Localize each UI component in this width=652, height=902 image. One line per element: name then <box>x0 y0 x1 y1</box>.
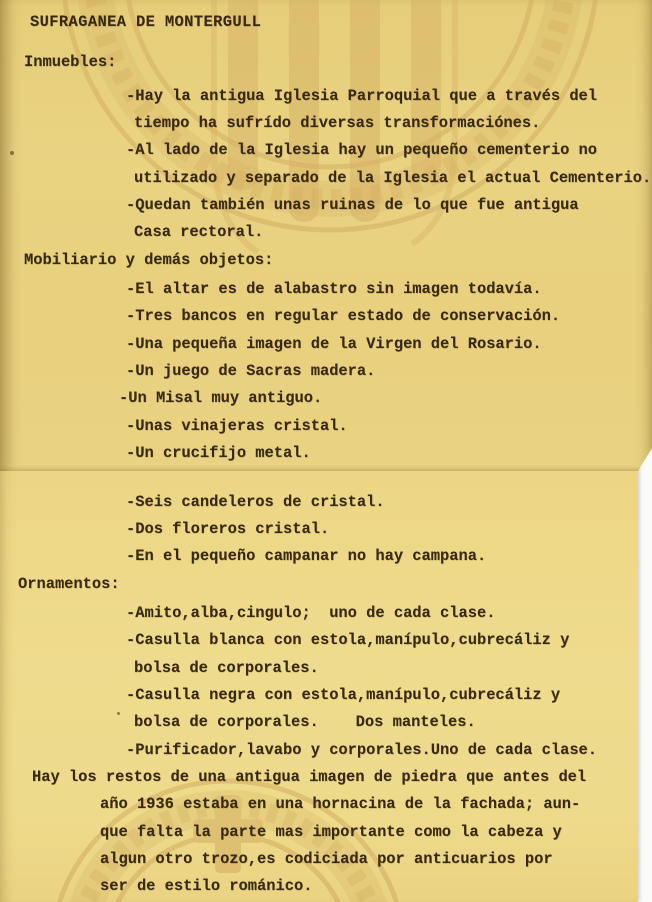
ink-speck <box>10 151 14 155</box>
text-line: bolsa de corporales. <box>134 658 319 677</box>
text-line: -Purificador,lavabo y corporales.Uno de cada clase. <box>126 740 598 759</box>
text-line: -Un juego de Sacras madera. <box>126 362 376 381</box>
text-line: -Una pequeña imagen de la Virgen del Rosario. <box>126 334 542 353</box>
text-line: -Tres bancos en regular estado de conservación. <box>126 307 561 326</box>
text-line: año 1936 estaba en una hornacina de la fachada; aun- <box>100 795 581 814</box>
text-line: -Hay la antigua Iglesia Parroquial que a través del <box>126 86 598 105</box>
section-header: Inmuebles: <box>24 53 117 72</box>
text-line: -Casulla blanca con estola,manípulo,cubrecáliz y <box>126 631 570 650</box>
text-line: Casa rectoral. <box>134 223 264 242</box>
text-line: -Unas vinajeras cristal. <box>126 416 348 435</box>
text-line: -Quedan también unas ruinas de lo que fue antigua <box>126 196 579 215</box>
text-line: -Amito,alba,cingulo; uno de cada clase. <box>126 603 496 622</box>
section-header: Ornamentos: <box>18 574 120 593</box>
text-line: utilizado y separado de la Iglesia el actual Cementerio. <box>134 168 652 187</box>
text-line: -Casulla negra con estola,manípulo,cubrecáliz y <box>126 685 561 704</box>
text-line: -Al lado de la Iglesia hay un pequeño cementerio no <box>126 141 598 160</box>
text-line: -El altar es de alabastro sin imagen todavía. <box>126 280 542 299</box>
text-line: algun otro trozo,es codiciada por anticuarios por <box>100 849 553 868</box>
text-line: -Un Misal muy antiguo. <box>119 389 323 408</box>
ink-speck <box>117 712 120 715</box>
text-line: -Dos floreros cristal. <box>126 519 330 538</box>
text-line: tiempo ha sufrído diversas transformaciónes. <box>134 114 541 133</box>
text-line: ser de estilo románico. <box>100 877 313 896</box>
text-line: -Un crucifijo metal. <box>126 444 311 463</box>
text-line: que falta la parte mas importante como la cabeza y <box>100 822 562 841</box>
text-line: -Seis candeleros de cristal. <box>126 492 385 511</box>
text-line: bolsa de corporales. Dos manteles. <box>134 713 476 732</box>
text-line: -En el pequeño campanar no hay campana. <box>126 547 487 566</box>
document-title: SUFRAGANEA DE MONTERGULL <box>30 13 262 31</box>
text-line: Hay los restos de una antigua imagen de piedra que antes del <box>32 767 587 786</box>
section-header: Mobiliario y demás objetos: <box>24 250 274 269</box>
